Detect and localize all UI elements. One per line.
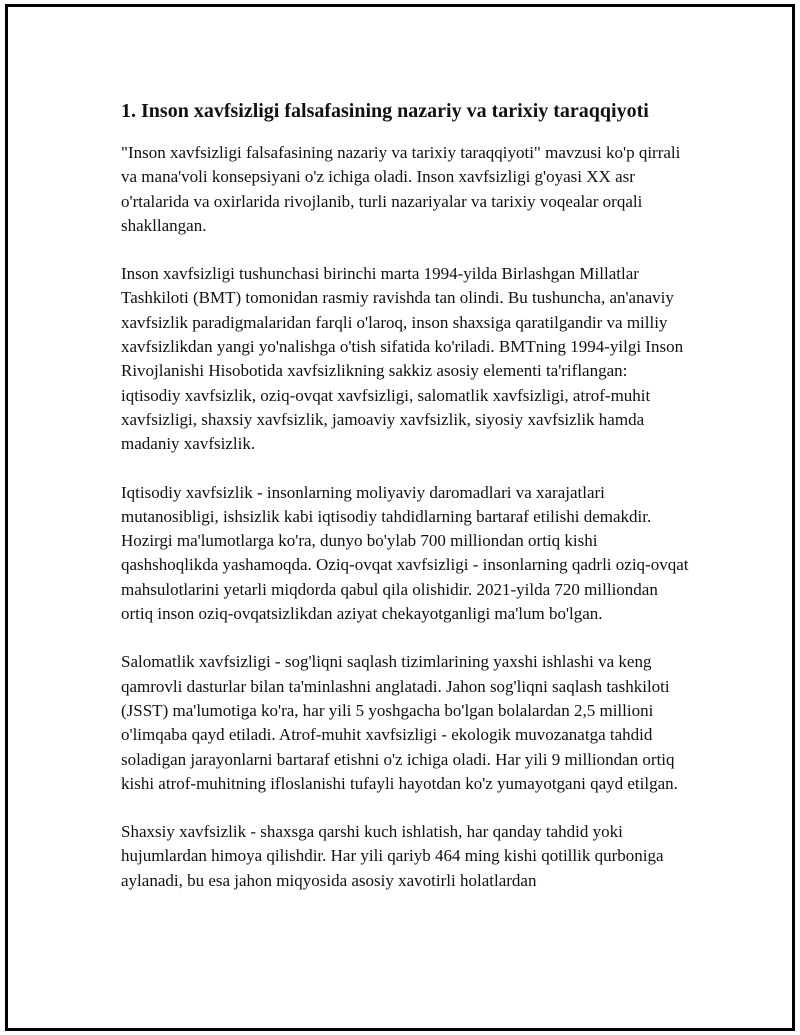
paragraph-intro: "Inson xavfsizligi falsafasining nazariy va tarixiy taraqqiyoti" mavzusi ko'p qirrali va mana'voli konsepsiyani o'z ichiga oladi. Inson xavfsizligi g'oyasi XX asr o'rtalarida va oxirlarida rivojlanib, turli nazariyalar va tarixiy voqealar orqali shakllangan. — [121, 143, 681, 235]
paragraph-personal-security: Shaxsiy xavfsizlik - shaxsga qarshi kuch ishlatish, har qanday tahdid yoki hujumlardan himoya qilishdir. Har yili qariyb 464 ming kishi qotillik qurboniga aylanadi, bu esa jahon miqyosida asosiy xavotirli holatlardan — [121, 822, 664, 890]
section-heading: 1. Inson xavfsizligi falsafasining nazariy va tarixiy taraqqiyoti — [121, 100, 649, 122]
page — [5, 4, 795, 1031]
paragraph-economic-food-security: Iqtisodiy xavfsizlik - insonlarning moliyaviy daromadlari va xarajatlari mutanosibligi, ishsizlik kabi iqtisodiy tahdidlarning bartaraf etilishi demakdir. Hozirgi ma'lumotlarga ko'ra, dunyo bo'ylab 700 milliondan ortiq kishi qashshoqlikda yashamoqda. Oziq-ovqat xavfsizligi - insonlarning qadrli oziq-ovqat mahsulotlarini yetarli miqdorda qabul qila olishidir. 2021-yilda 720 milliondan ortiq inson oziq-ovqatsizlikdan aziyat chekayotganligi ma'lum bo'lgan. — [121, 482, 689, 624]
document-body — [121, 98, 691, 917]
paragraph-health-environment-security: Salomatlik xavfsizligi - sog'liqni saqlash tizimlarining yaxshi ishlashi va keng qamrovli dasturlar bilan ta'minlashni anglatadi. Jahon sog'liqni saqlash tashkiloti (JSST) ma'lumotiga ko'ra, har yili 5 yoshgacha bo'lgan bolalardan 2,5 millioni o'limqaba qayd etiladi. Atrof-muhit xavfsizligi - ekologik muvozanatga tahdid soladigan jarayonlarni bartaraf etishni o'z ichiga oladi. Har yili 9 milliondan ortiq kishi atrof-muhitning ifloslanishi tufayli hayotdan ko'z yumayotgani qayd etilgan. — [121, 652, 678, 793]
paragraph-bmt-history: Inson xavfsizligi tushunchasi birinchi marta 1994-yilda Birlashgan Millatlar Tashkiloti (BMT) tomonidan rasmiy ravishda tan olindi. Bu tushuncha, an'anaviy xavfsizlik paradigmalaridan farqli o'laroq, inson shaxsiga qaratilgandir va milliy xavfsizlikdan yangi yo'nalishga o'tish sifatida ko'riladi. BMTning 1994-yilgi Inson Rivojlanishi Hisobotida xavfsizlikning sakkiz asosiy elementi ta'riflangan: iqtisodiy xavfsizlik, oziq-ovqat xavfsizligi, salomatlik xavfsizligi, atrof-muhit xavfsizligi, shaxsiy xavfsizlik, jamoaviy xavfsizlik, siyosiy xavfsizlik hamda madaniy xavfsizlik. — [121, 264, 684, 454]
